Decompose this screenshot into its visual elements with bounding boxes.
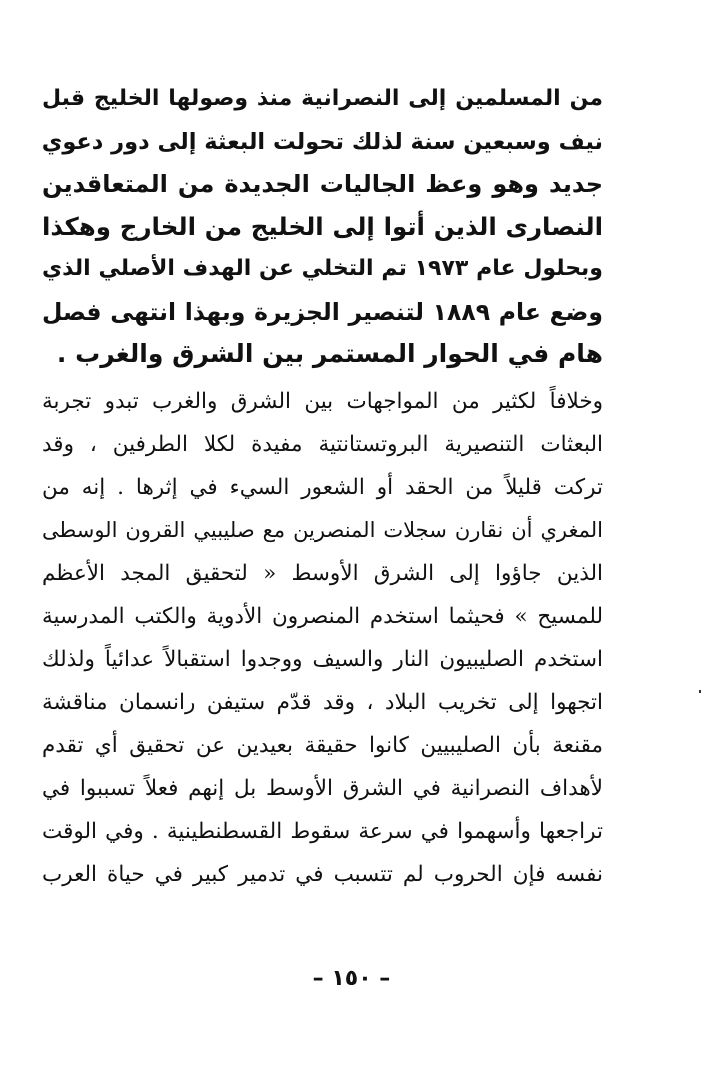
text-line: وخلافاً لكثير من المواجهات بين الشرق والغرب تبدو تجربة <box>42 389 603 414</box>
page-number: – ١٥٠ – <box>312 966 391 991</box>
text-line: تركت قليلاً من الحقد أو الشعور السيء في إثرها . إنه من <box>42 475 603 500</box>
text-line: وبحلول عام ١٩٧٣ تم التخلي عن الهدف الأصلي الذي <box>42 256 603 281</box>
text-line: نيف وسبعين سنة لذلك تحولت البعثة إلى دور دعوي <box>41 128 603 155</box>
text-line: لأهداف النصرانية في الشرق الأوسط بل إنهم فعلاً تسببوا في <box>42 776 603 801</box>
text-line: مقنعة بأن الصليبيين كانوا حقيقة بعيدين عن تحقيق أي تقدم <box>42 733 603 758</box>
bold-paragraph <box>42 78 603 376</box>
text-line: وضع عام ١٨٨٩ لتنصير الجزيرة وبهذا انتهى فصل <box>42 297 603 326</box>
text-line: النصارى الذين أتوا إلى الخليج من الخارج وهكذا <box>42 211 603 241</box>
regular-paragraph <box>42 380 603 896</box>
scan-speck <box>699 690 701 693</box>
text-line: المغري أن نقارن سجلات المنصرين مع صليبيي القرون الوسطى <box>42 518 603 542</box>
text-line: من المسلمين إلى النصرانية منذ وصولها الخليج قبل <box>42 86 603 111</box>
text-line: البعثات التنصيرية البروتستانتية مفيدة لكلا الطرفين ، وقد <box>42 432 603 457</box>
text-line: نفسه فإن الحروب لم تتسبب في تدمير كبير في حياة العرب <box>42 862 603 887</box>
text-line: للمسيح » فحيثما استخدم المنصرون الأدوية والكتب المدرسية <box>42 604 603 629</box>
text-line: اتجهوا إلى تخريب البلاد ، وقد قدّم ستيفن رانسمان مناقشة <box>42 690 603 715</box>
text-line: جديد وهو وعظ الجاليات الجديدة من المتعاقدين <box>42 170 603 198</box>
text-line: تراجعها وأسهموا في سرعة سقوط القسطنطينية . وفي الوقت <box>42 819 603 844</box>
text-line: استخدم الصليبيون النار والسيف ووجدوا استقبالاً عدائياً ولذلك <box>42 647 603 672</box>
text-line: هام في الحوار المستمر بين الشرق والغرب . <box>56 339 603 368</box>
text-line: الذين جاؤوا إلى الشرق الأوسط « لتحقيق المجد الأعظم <box>42 561 603 586</box>
